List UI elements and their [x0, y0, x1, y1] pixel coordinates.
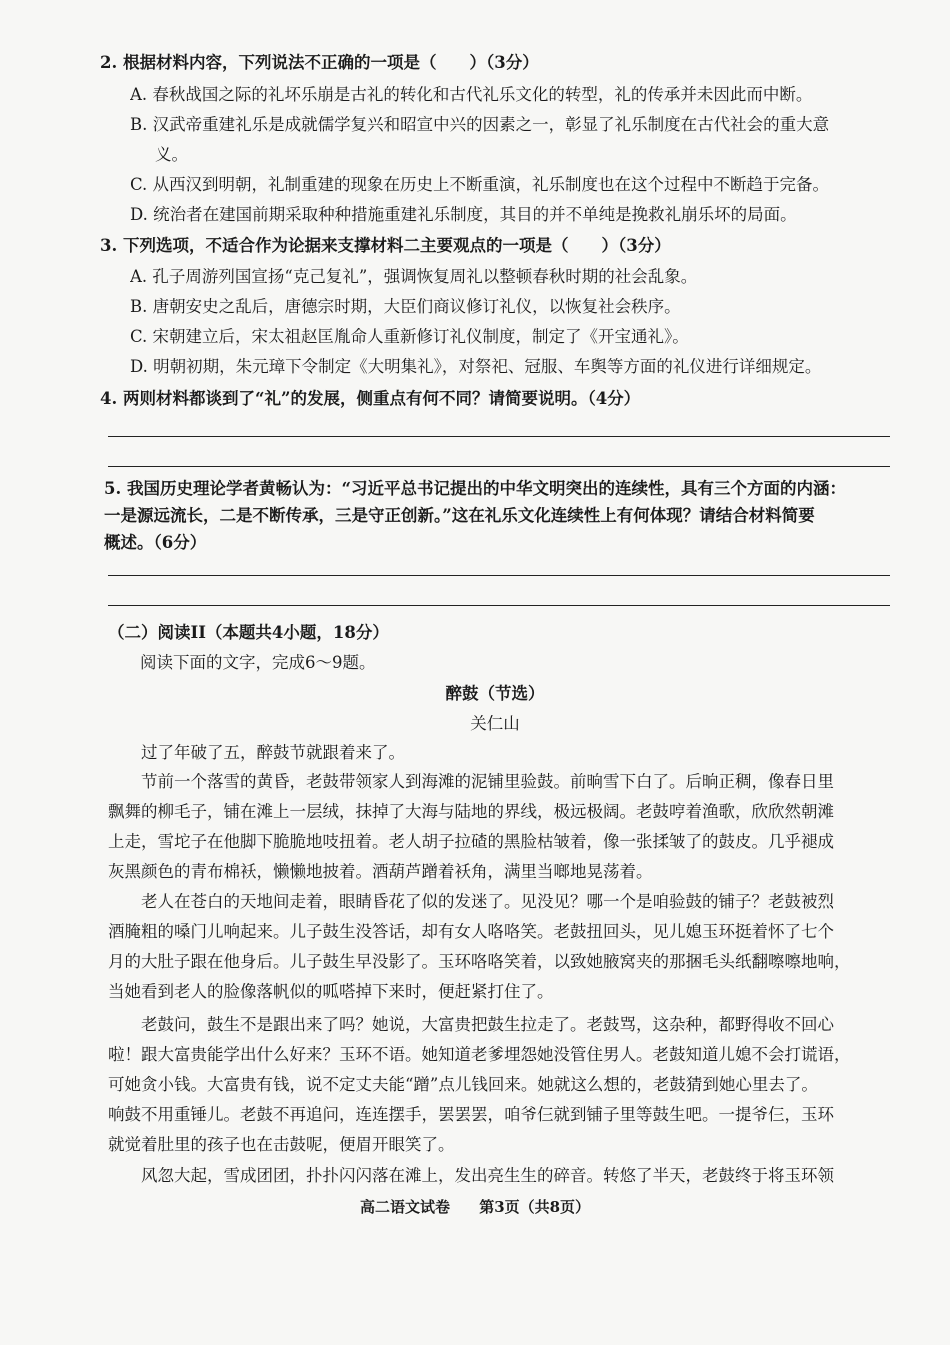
q3-option-a: A. 孔子周游列国宣扬“克己复礼”，强调恢复周礼以整顿春秋时期的社会乱象。 [130, 267, 698, 286]
section2-title: （二）阅读II（本题共4小题，18分） [108, 623, 389, 642]
q2-stem: 2. 根据材料内容，下列说法不正确的一项是（ ）（3分） [100, 53, 539, 72]
q2-option-d: D. 统治者在建国前期采取种种措施重建礼乐制度，其目的并不单纯是挽救礼崩乐坏的局面。 [130, 205, 797, 224]
q2-option-b-line2: 义。 [155, 145, 188, 164]
q5-stem-line2: 一是源远流长，二是不断传承，三是守正创新。”这在礼乐文化连续性上有何体现？请结合材料简要 [104, 506, 815, 525]
story-line: 灰黑颜色的青布棉袄，懒懒地披着。酒葫芦蹭着袄角，满里当啷地晃荡着。 [108, 862, 653, 881]
story-line: 可她贪小钱。大富贵有钱，说不定丈夫能“蹭”点儿钱回来。她就这么想的，老鼓猜到她心里去了。 [108, 1075, 818, 1094]
q5-answer-line-2 [108, 605, 890, 606]
q3-option-b: B. 唐朝安史之乱后，唐德宗时期，大臣们商议修订礼仪，以恢复社会秩序。 [130, 297, 681, 316]
q3-option-d: D. 明朝初期，朱元璋下令制定《大明集礼》，对祭祀、冠服、车舆等方面的礼仪进行详细规定。 [130, 357, 822, 376]
story-author: 关仁山 [470, 714, 520, 733]
q2-option-a: A. 春秋战国之际的礼坏乐崩是古礼的转化和古代礼乐文化的转型，礼的传承并未因此而中断。 [130, 85, 813, 104]
story-line: 老鼓问，鼓生不是跟出来了吗？她说，大富贵把鼓生拉走了。老鼓骂，这杂种，都野得收不回心 [141, 1015, 834, 1034]
page-footer [0, 1196, 950, 1217]
story-line: 啦！跟大富贵能学出什么好来？玉环不语。她知道老爹埋怨她没管住男人。老鼓知道儿媳不会打谎语， [108, 1045, 851, 1064]
story-line: 酒腌粗的嗓门儿响起来。儿子鼓生没答话，却有女人咯咯笑。老鼓扭回头，见儿媳玉环挺着怀了七个 [108, 922, 834, 941]
q4-answer-line-2 [108, 466, 890, 467]
q5-stem-line3: 概述。（6分） [104, 533, 207, 552]
story-line: 月的大肚子跟在他身后。儿子鼓生早没影了。玉环咯咯笑着，以致她腋窝夹的那捆毛头纸翻嚓嚓地响， [108, 952, 851, 971]
q5-answer-line-1 [108, 575, 890, 576]
story-line: 就觉着肚里的孩子也在击鼓呢，便眉开眼笑了。 [108, 1135, 455, 1154]
footer-exam-title: 高二语文试卷 [359, 1198, 450, 1216]
story-line: 风忽大起，雪成团团，扑扑闪闪落在滩上，发出亮生生的碎音。转悠了半天，老鼓终于将玉环领 [141, 1166, 834, 1185]
story-line: 当她看到老人的脸像落帆似的呱嗒掉下来时，便赶紧打住了。 [108, 982, 554, 1001]
story-title: 醉鼓（节选） [445, 684, 545, 703]
story-line: 飘舞的柳毛子，铺在滩上一层绒，抹掉了大海与陆地的界线，极远极阔。老鼓哼着渔歌，欣欣然朝滩 [108, 802, 834, 821]
q2-option-c: C. 从西汉到明朝，礼制重建的现象在历史上不断重演，礼乐制度也在这个过程中不断趋于完备。 [130, 175, 830, 194]
story-line: 过了年破了五，醉鼓节就跟着来了。 [141, 743, 405, 762]
q4-answer-line-1 [108, 436, 890, 437]
q4-stem: 4. 两则材料都谈到了“礼”的发展，侧重点有何不同？请简要说明。（4分） [100, 389, 641, 408]
story-line: 节前一个落雪的黄昏，老鼓带领家人到海滩的泥铺里验鼓。前晌雪下白了。后晌正稠，像春日里 [141, 772, 834, 791]
q3-option-c: C. 宋朝建立后，宋太祖赵匡胤命人重新修订礼仪制度，制定了《开宝通礼》。 [130, 327, 689, 346]
q3-stem: 3. 下列选项，不适合作为论据来支撑材料二主要观点的一项是（ ）（3分） [100, 236, 671, 255]
story-line: 响鼓不用重锤儿。老鼓不再追问，连连摆手，罢罢罢，咱爷仨就到铺子里等鼓生吧。一提爷仨，玉环 [108, 1105, 834, 1124]
section2-instruction: 阅读下面的文字，完成6～9题。 [140, 653, 376, 672]
story-line: 上走，雪坨子在他脚下脆脆地吱扭着。老人胡子拉碴的黑脸枯皱着，像一张揉皱了的鼓皮。几乎褪成 [108, 832, 834, 851]
story-line: 老人在苍白的天地间走着，眼睛昏花了似的发迷了。见没见？哪一个是咱验鼓的铺子？老鼓被烈 [141, 892, 834, 911]
q2-option-b-line1: B. 汉武帝重建礼乐是成就儒学复兴和昭宣中兴的因素之一，彰显了礼乐制度在古代社会的重大意 [130, 115, 830, 134]
q5-stem-line1: 5. 我国历史理论学者黄畅认为：“习近平总书记提出的中华文明突出的连续性，具有三个方面的内涵： [104, 479, 846, 498]
footer-page-number: 第3页（共8页） [479, 1198, 591, 1216]
